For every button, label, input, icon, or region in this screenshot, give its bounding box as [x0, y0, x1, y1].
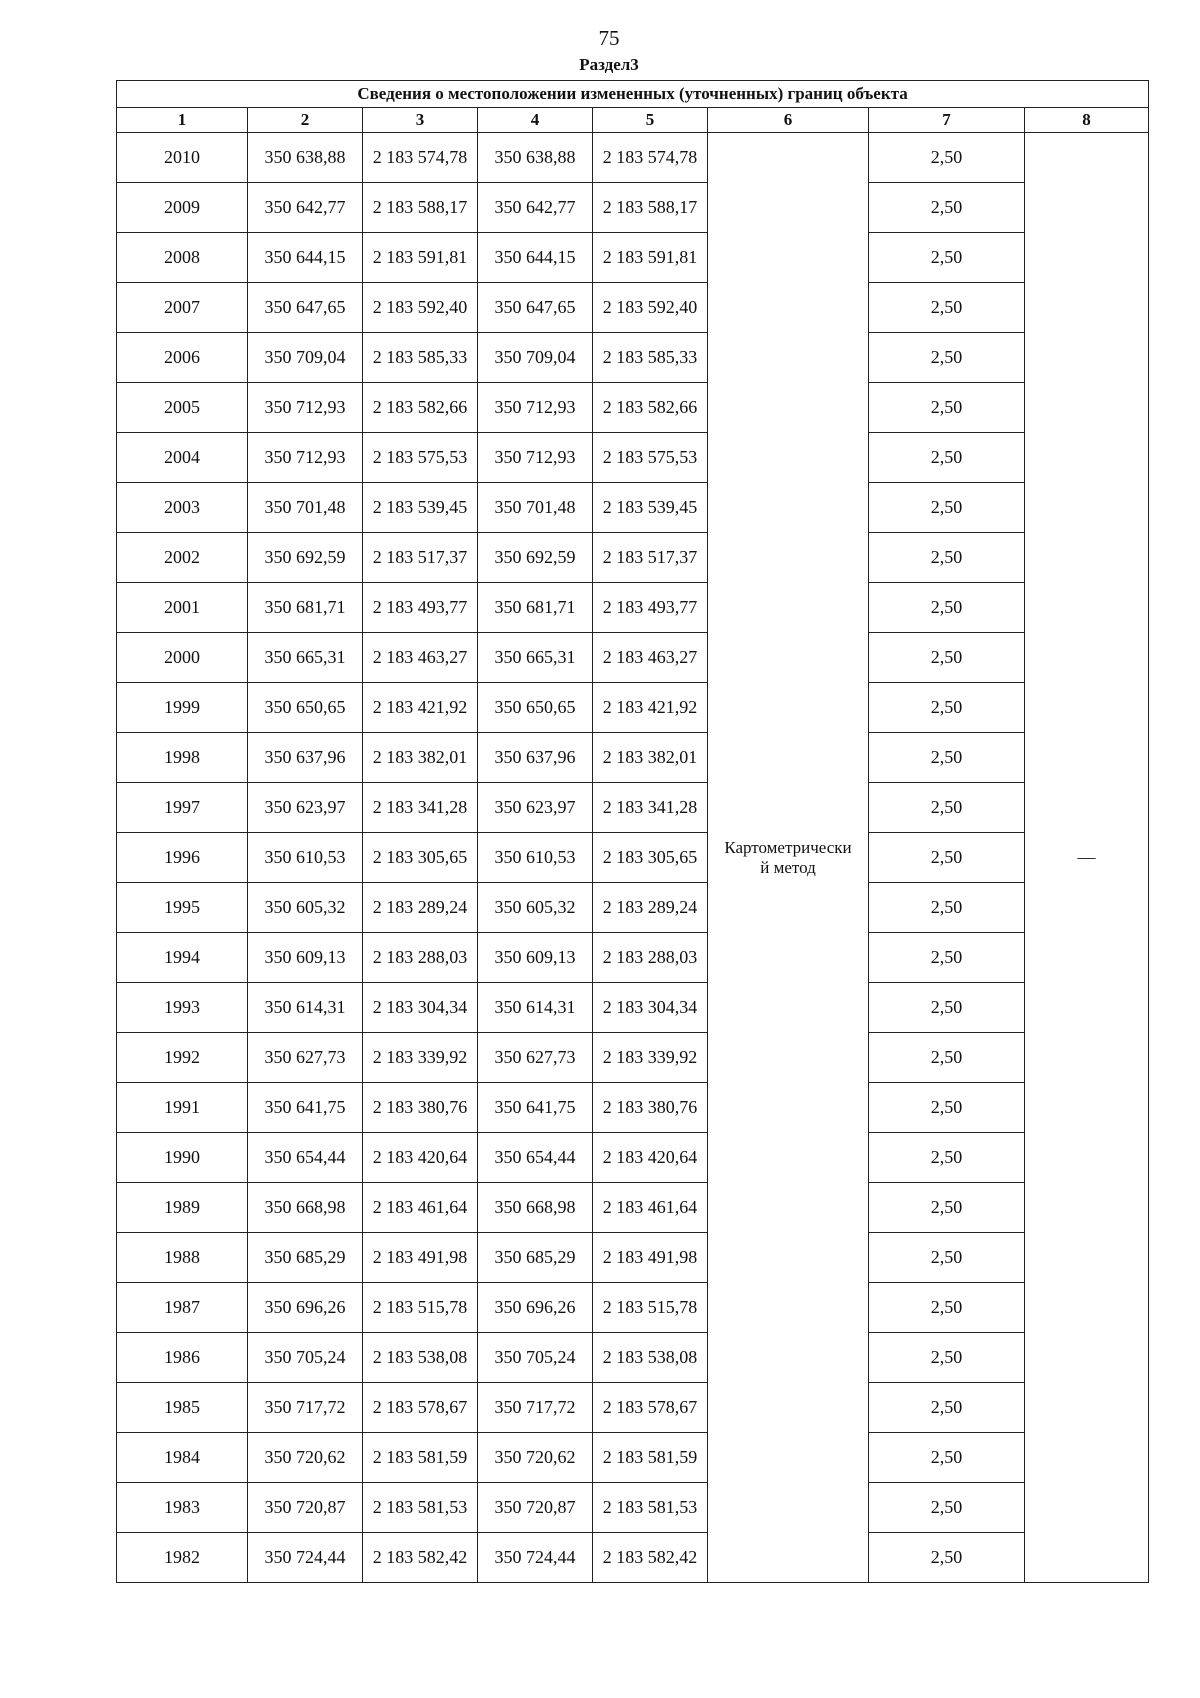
coordinate-cell: 350 717,72 [478, 1383, 593, 1433]
accuracy-cell: 2,50 [869, 783, 1025, 833]
table-row [117, 683, 1149, 733]
point-number-cell: 2002 [117, 533, 248, 583]
coordinate-cell: 2 183 591,81 [363, 233, 478, 283]
coordinate-cell: 350 638,88 [248, 133, 363, 183]
coordinate-cell: 350 720,87 [478, 1483, 593, 1533]
coordinate-cell: 2 183 575,53 [593, 433, 708, 483]
table-row [117, 1033, 1149, 1083]
section-title: Раздел3 [579, 55, 639, 74]
point-number-cell: 2007 [117, 283, 248, 333]
table-row [117, 933, 1149, 983]
coordinate-cell: 350 720,87 [248, 1483, 363, 1533]
coordinate-cell: 350 647,65 [248, 283, 363, 333]
accuracy-cell: 2,50 [869, 383, 1025, 433]
table-row [117, 883, 1149, 933]
table-body [117, 133, 1149, 1583]
coordinate-cell: 350 712,93 [248, 383, 363, 433]
point-number-cell: 1989 [117, 1183, 248, 1233]
coordinate-cell: 350 654,44 [478, 1133, 593, 1183]
coordinate-cell: 2 183 341,28 [363, 783, 478, 833]
table-row [117, 383, 1149, 433]
accuracy-cell: 2,50 [869, 133, 1025, 183]
coordinate-cell: 2 183 581,59 [593, 1433, 708, 1483]
accuracy-cell: 2,50 [869, 983, 1025, 1033]
coordinate-cell: 350 605,32 [478, 883, 593, 933]
coordinate-cell: 2 183 574,78 [593, 133, 708, 183]
coordinate-cell: 350 685,29 [478, 1233, 593, 1283]
coordinate-cell: 350 610,53 [248, 833, 363, 883]
table-row [117, 283, 1149, 333]
point-number-cell: 2003 [117, 483, 248, 533]
column-number: 1 [117, 108, 248, 133]
coordinate-cell: 350 724,44 [248, 1533, 363, 1583]
coordinate-cell: 350 650,65 [248, 683, 363, 733]
point-number-cell: 2005 [117, 383, 248, 433]
coordinate-cell: 350 692,59 [248, 533, 363, 583]
accuracy-cell: 2,50 [869, 1133, 1025, 1183]
accuracy-cell: 2,50 [869, 1483, 1025, 1533]
accuracy-cell: 2,50 [869, 583, 1025, 633]
coordinate-cell: 2 183 382,01 [363, 733, 478, 783]
coordinate-cell: 2 183 578,67 [363, 1383, 478, 1433]
table-row [117, 1233, 1149, 1283]
coordinate-cell: 350 665,31 [478, 633, 593, 683]
point-number-cell: 1990 [117, 1133, 248, 1183]
coordinate-cell: 350 614,31 [478, 983, 593, 1033]
point-number-cell: 1997 [117, 783, 248, 833]
coordinate-cell: 2 183 380,76 [593, 1083, 708, 1133]
table-row [117, 333, 1149, 383]
point-number-cell: 2001 [117, 583, 248, 633]
accuracy-cell: 2,50 [869, 833, 1025, 883]
coordinate-cell: 2 183 288,03 [593, 933, 708, 983]
point-number-cell: 1986 [117, 1333, 248, 1383]
point-number-cell: 1982 [117, 1533, 248, 1583]
coordinate-cell: 350 665,31 [248, 633, 363, 683]
coordinate-cell: 2 183 591,81 [593, 233, 708, 283]
coordinate-cell: 350 614,31 [248, 983, 363, 1033]
coordinate-cell: 2 183 461,64 [593, 1183, 708, 1233]
accuracy-cell: 2,50 [869, 233, 1025, 283]
column-number: 2 [248, 108, 363, 133]
coordinate-cell: 2 183 421,92 [593, 683, 708, 733]
table-row [117, 433, 1149, 483]
coordinate-cell: 350 627,73 [248, 1033, 363, 1083]
method-text-line2: й метод [760, 857, 816, 877]
point-number-cell: 2009 [117, 183, 248, 233]
accuracy-cell: 2,50 [869, 333, 1025, 383]
accuracy-cell: 2,50 [869, 683, 1025, 733]
coordinate-cell: 350 696,26 [248, 1283, 363, 1333]
coordinate-cell: 350 720,62 [248, 1433, 363, 1483]
coordinate-cell: 350 712,93 [478, 433, 593, 483]
coordinate-cell: 350 641,75 [248, 1083, 363, 1133]
point-number-cell: 1996 [117, 833, 248, 883]
table-row [117, 1083, 1149, 1133]
column-number: 3 [363, 108, 478, 133]
coordinate-cell: 2 183 582,66 [363, 383, 478, 433]
coordinate-cell: 350 637,96 [248, 733, 363, 783]
point-number-cell: 2008 [117, 233, 248, 283]
coordinate-cell: 2 183 582,42 [593, 1533, 708, 1583]
coordinate-cell: 2 183 582,42 [363, 1533, 478, 1583]
point-number-cell: 1994 [117, 933, 248, 983]
point-number-cell: 2000 [117, 633, 248, 683]
accuracy-cell: 2,50 [869, 1533, 1025, 1583]
coordinate-cell: 2 183 538,08 [363, 1333, 478, 1383]
coordinate-cell: 350 724,44 [478, 1533, 593, 1583]
accuracy-cell: 2,50 [869, 483, 1025, 533]
coordinate-cell: 2 183 539,45 [363, 483, 478, 533]
point-number-cell: 1998 [117, 733, 248, 783]
coordinate-cell: 2 183 581,59 [363, 1433, 478, 1483]
table-row [117, 1183, 1149, 1233]
coordinate-cell: 2 183 461,64 [363, 1183, 478, 1233]
coordinate-cell: 2 183 305,65 [593, 833, 708, 883]
point-number-cell: 1984 [117, 1433, 248, 1483]
coordinate-cell: 2 183 491,98 [363, 1233, 478, 1283]
table-row [117, 1483, 1149, 1533]
coordinate-cell: 2 183 339,92 [593, 1033, 708, 1083]
column-number: 7 [869, 108, 1025, 133]
accuracy-cell: 2,50 [869, 1083, 1025, 1133]
column-number-row [117, 108, 1149, 133]
column-8-cell: — [1025, 133, 1149, 1583]
coordinate-cell: 350 641,75 [478, 1083, 593, 1133]
point-number-cell: 2004 [117, 433, 248, 483]
accuracy-cell: 2,50 [869, 1233, 1025, 1283]
table-row [117, 183, 1149, 233]
coordinate-cell: 2 183 538,08 [593, 1333, 708, 1383]
coordinate-cell: 350 685,29 [248, 1233, 363, 1283]
coordinate-cell: 2 183 289,24 [593, 883, 708, 933]
table-row [117, 533, 1149, 583]
coordinate-cell: 350 705,24 [478, 1333, 593, 1383]
coordinate-cell: 350 701,48 [478, 483, 593, 533]
coordinate-cell: 350 668,98 [478, 1183, 593, 1233]
coordinate-cell: 2 183 581,53 [363, 1483, 478, 1533]
accuracy-cell: 2,50 [869, 283, 1025, 333]
coordinate-cell: 350 610,53 [478, 833, 593, 883]
point-number-cell: 1991 [117, 1083, 248, 1133]
coordinate-cell: 2 183 517,37 [363, 533, 478, 583]
accuracy-cell: 2,50 [869, 433, 1025, 483]
accuracy-cell: 2,50 [869, 1383, 1025, 1433]
coordinate-cell: 2 183 289,24 [363, 883, 478, 933]
point-number-cell: 1987 [117, 1283, 248, 1333]
table-row [117, 483, 1149, 533]
coordinate-cell: 2 183 578,67 [593, 1383, 708, 1433]
coordinate-cell: 350 637,96 [478, 733, 593, 783]
table-row [117, 733, 1149, 783]
coordinate-cell: 350 681,71 [478, 583, 593, 633]
table-row [117, 1383, 1149, 1433]
column-number: 5 [593, 108, 708, 133]
coordinate-cell: 2 183 574,78 [363, 133, 478, 183]
point-number-cell: 1992 [117, 1033, 248, 1083]
table-row [117, 833, 1149, 883]
coordinate-cell: 350 696,26 [478, 1283, 593, 1333]
coordinate-cell: 350 681,71 [248, 583, 363, 633]
coordinate-cell: 2 183 305,65 [363, 833, 478, 883]
point-number-cell: 1993 [117, 983, 248, 1033]
accuracy-cell: 2,50 [869, 533, 1025, 583]
coordinate-cell: 2 183 581,53 [593, 1483, 708, 1533]
table-row [117, 983, 1149, 1033]
coordinate-cell: 2 183 304,34 [593, 983, 708, 1033]
accuracy-cell: 2,50 [869, 1333, 1025, 1383]
coordinate-cell: 2 183 491,98 [593, 1233, 708, 1283]
coordinate-cell: 2 183 517,37 [593, 533, 708, 583]
coordinate-cell: 350 623,97 [478, 783, 593, 833]
coordinate-cell: 2 183 341,28 [593, 783, 708, 833]
coordinate-cell: 2 183 592,40 [593, 283, 708, 333]
table-row [117, 1533, 1149, 1583]
coordinate-cell: 2 183 420,64 [593, 1133, 708, 1183]
column-number: 6 [708, 108, 869, 133]
column-number: 8 [1025, 108, 1149, 133]
accuracy-cell: 2,50 [869, 1433, 1025, 1483]
coordinate-cell: 350 609,13 [478, 933, 593, 983]
coordinate-cell: 350 650,65 [478, 683, 593, 733]
coordinate-cell: 2 183 588,17 [363, 183, 478, 233]
coordinate-cell: 350 705,24 [248, 1333, 363, 1383]
coordinate-cell: 350 623,97 [248, 783, 363, 833]
coordinate-cell: 2 183 588,17 [593, 183, 708, 233]
method-text-line1: Картометрически [724, 837, 852, 857]
point-number-cell: 1988 [117, 1233, 248, 1283]
table-row [117, 133, 1149, 183]
coordinate-cell: 2 183 582,66 [593, 383, 708, 433]
coordinate-cell: 350 701,48 [248, 483, 363, 533]
coordinate-cell: 2 183 304,34 [363, 983, 478, 1033]
table-row [117, 233, 1149, 283]
table-row [117, 1283, 1149, 1333]
coordinate-cell: 2 183 515,78 [363, 1283, 478, 1333]
boundary-coordinates-table [116, 80, 1149, 1583]
coordinate-cell: 350 692,59 [478, 533, 593, 583]
coordinate-cell: 350 647,65 [478, 283, 593, 333]
coordinate-cell: 2 183 493,77 [363, 583, 478, 633]
accuracy-cell: 2,50 [869, 1033, 1025, 1083]
coordinate-cell: 350 627,73 [478, 1033, 593, 1083]
coordinate-cell: 350 712,93 [478, 383, 593, 433]
coordinate-cell: 2 183 288,03 [363, 933, 478, 983]
coordinate-cell: 350 709,04 [478, 333, 593, 383]
accuracy-cell: 2,50 [869, 183, 1025, 233]
table-row [117, 583, 1149, 633]
coordinate-cell: 2 183 592,40 [363, 283, 478, 333]
coordinate-cell: 2 183 539,45 [593, 483, 708, 533]
coordinate-cell: 350 638,88 [478, 133, 593, 183]
coordinate-cell: 2 183 420,64 [363, 1133, 478, 1183]
coordinate-cell: 2 183 382,01 [593, 733, 708, 783]
coordinate-cell: 350 642,77 [248, 183, 363, 233]
accuracy-cell: 2,50 [869, 733, 1025, 783]
coordinate-cell: 350 644,15 [478, 233, 593, 283]
coordinate-cell: 350 709,04 [248, 333, 363, 383]
point-number-cell: 2010 [117, 133, 248, 183]
point-number-cell: 1985 [117, 1383, 248, 1433]
table-row [117, 1433, 1149, 1483]
coordinate-cell: 350 605,32 [248, 883, 363, 933]
coordinate-cell: 2 183 463,27 [363, 633, 478, 683]
table-caption: Сведения о местоположении измененных (уточненных) границ объекта [117, 81, 1149, 108]
point-number-cell: 1999 [117, 683, 248, 733]
accuracy-cell: 2,50 [869, 1283, 1025, 1333]
coordinate-cell: 2 183 421,92 [363, 683, 478, 733]
table-row [117, 1133, 1149, 1183]
table-row [117, 633, 1149, 683]
column-number: 4 [478, 108, 593, 133]
point-number-cell: 2006 [117, 333, 248, 383]
coordinate-cell: 350 644,15 [248, 233, 363, 283]
coordinate-cell: 2 183 585,33 [363, 333, 478, 383]
coordinate-cell: 2 183 515,78 [593, 1283, 708, 1333]
page-number: 75 [598, 26, 620, 50]
coordinate-cell: 350 717,72 [248, 1383, 363, 1433]
accuracy-cell: 2,50 [869, 633, 1025, 683]
coordinate-cell: 350 720,62 [478, 1433, 593, 1483]
accuracy-cell: 2,50 [869, 883, 1025, 933]
coordinate-cell: 350 654,44 [248, 1133, 363, 1183]
coordinate-cell: 2 183 585,33 [593, 333, 708, 383]
coordinate-cell: 350 712,93 [248, 433, 363, 483]
coordinate-cell: 2 183 380,76 [363, 1083, 478, 1133]
table-row [117, 1333, 1149, 1383]
coordinate-cell: 2 183 493,77 [593, 583, 708, 633]
table-row [117, 783, 1149, 833]
accuracy-cell: 2,50 [869, 1183, 1025, 1233]
accuracy-cell: 2,50 [869, 933, 1025, 983]
coordinate-cell: 350 609,13 [248, 933, 363, 983]
coordinate-cell: 350 668,98 [248, 1183, 363, 1233]
point-number-cell: 1983 [117, 1483, 248, 1533]
coordinate-cell: 2 183 339,92 [363, 1033, 478, 1083]
method-cell [708, 133, 869, 1583]
coordinate-cell: 350 642,77 [478, 183, 593, 233]
coordinate-cell: 2 183 463,27 [593, 633, 708, 683]
point-number-cell: 1995 [117, 883, 248, 933]
coordinate-cell: 2 183 575,53 [363, 433, 478, 483]
